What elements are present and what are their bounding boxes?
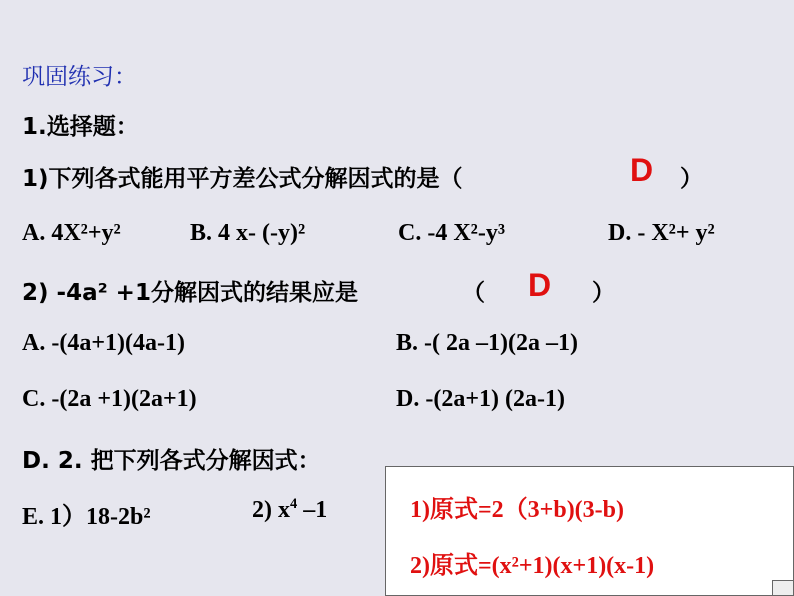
problem-2-option-a: A. -(4a+1)(4a-1) <box>22 330 185 356</box>
solution-2: 2)原式=(x²+1)(x+1)(x-1) <box>410 553 655 579</box>
page-title: 巩固练习： <box>22 64 137 90</box>
item-2-prefix: 2) x <box>252 497 290 523</box>
folded-corner-icon <box>772 580 793 595</box>
problem-2-answer: D <box>528 267 552 303</box>
item-2-exponent: 4 <box>290 496 298 512</box>
problem-2-option-d: D. -(2a+1) (2a-1) <box>396 386 565 412</box>
solution-box <box>385 466 794 596</box>
problem-2-stem: 2) -4a² +1分解因式的结果应是 <box>22 280 358 306</box>
question-1-title: 1.选择题： <box>22 114 139 140</box>
problem-2-option-c: C. -(2a +1)(2a+1) <box>22 386 197 412</box>
problem-2-option-b: B. -( 2a –1)(2a –1) <box>396 330 578 356</box>
problem-1-option-c: C. -4 X²-y³ <box>398 220 506 246</box>
problem-1-option-a: A. 4X²+y² <box>22 220 121 246</box>
problem-1-option-d: D. - X²+ y² <box>608 220 715 246</box>
question-2-title: D. 2. 把下列各式分解因式： <box>22 448 321 474</box>
problem-1-close-paren: ） <box>680 166 703 192</box>
question-2-item-2 <box>252 496 327 524</box>
problem-1-stem: 1)下列各式能用平方差公式分解因式的是（ <box>22 166 463 192</box>
problem-2-close-paren: ） <box>592 280 615 306</box>
solution-1: 1)原式=2（3+b)(3-b) <box>410 497 625 523</box>
item-2-suffix: –1 <box>297 497 328 523</box>
problem-1-answer: D <box>630 152 654 188</box>
problem-2-open-paren: （ <box>462 280 485 306</box>
problem-1-option-b: B. 4 x- (-y)² <box>190 220 306 246</box>
question-2-item-1: E. 1）18-2b² <box>22 504 151 530</box>
